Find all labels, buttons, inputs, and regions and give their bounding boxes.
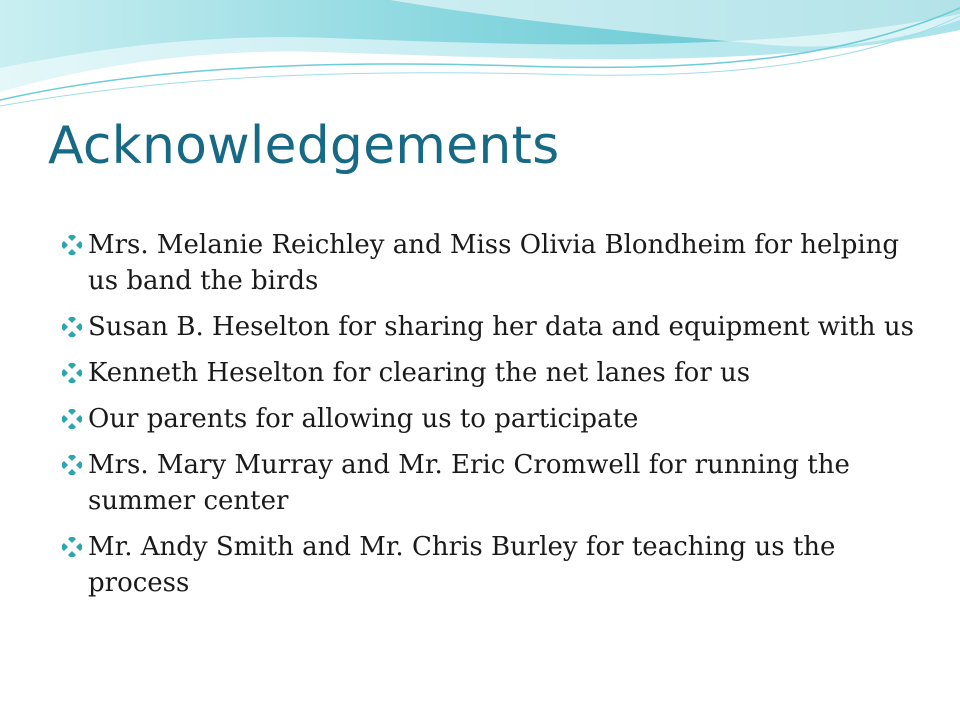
list-item-text: Mrs. Mary Murray and Mr. Eric Cromwell for running the summer center: [88, 450, 850, 516]
diamond-bullet-icon: [62, 317, 82, 337]
diamond-bullet-icon: [62, 537, 82, 557]
list-item: [62, 227, 922, 299]
list-item: [62, 447, 922, 519]
header-wave-decoration: [0, 0, 960, 120]
list-item: [62, 529, 922, 601]
diamond-bullet-icon: [62, 235, 82, 255]
list-item-text: Kenneth Heselton for clearing the net lanes for us: [88, 358, 751, 388]
list-item-text: Our parents for allowing us to participate: [88, 404, 639, 434]
diamond-bullet-icon: [62, 455, 82, 475]
list-item-text: Susan B. Heselton for sharing her data and equipment with us: [88, 312, 914, 342]
list-item-text: Mr. Andy Smith and Mr. Chris Burley for teaching us the process: [88, 532, 836, 598]
list-item: [62, 355, 922, 391]
list-item: [62, 309, 922, 345]
list-item-text: Mrs. Melanie Reichley and Miss Olivia Blondheim for helping us band the birds: [88, 230, 900, 296]
diamond-bullet-icon: [62, 363, 82, 383]
diamond-bullet-icon: [62, 409, 82, 429]
list-item: [62, 401, 922, 437]
slide-title: Acknowledgements: [48, 116, 560, 176]
acknowledgement-list: [62, 227, 922, 611]
